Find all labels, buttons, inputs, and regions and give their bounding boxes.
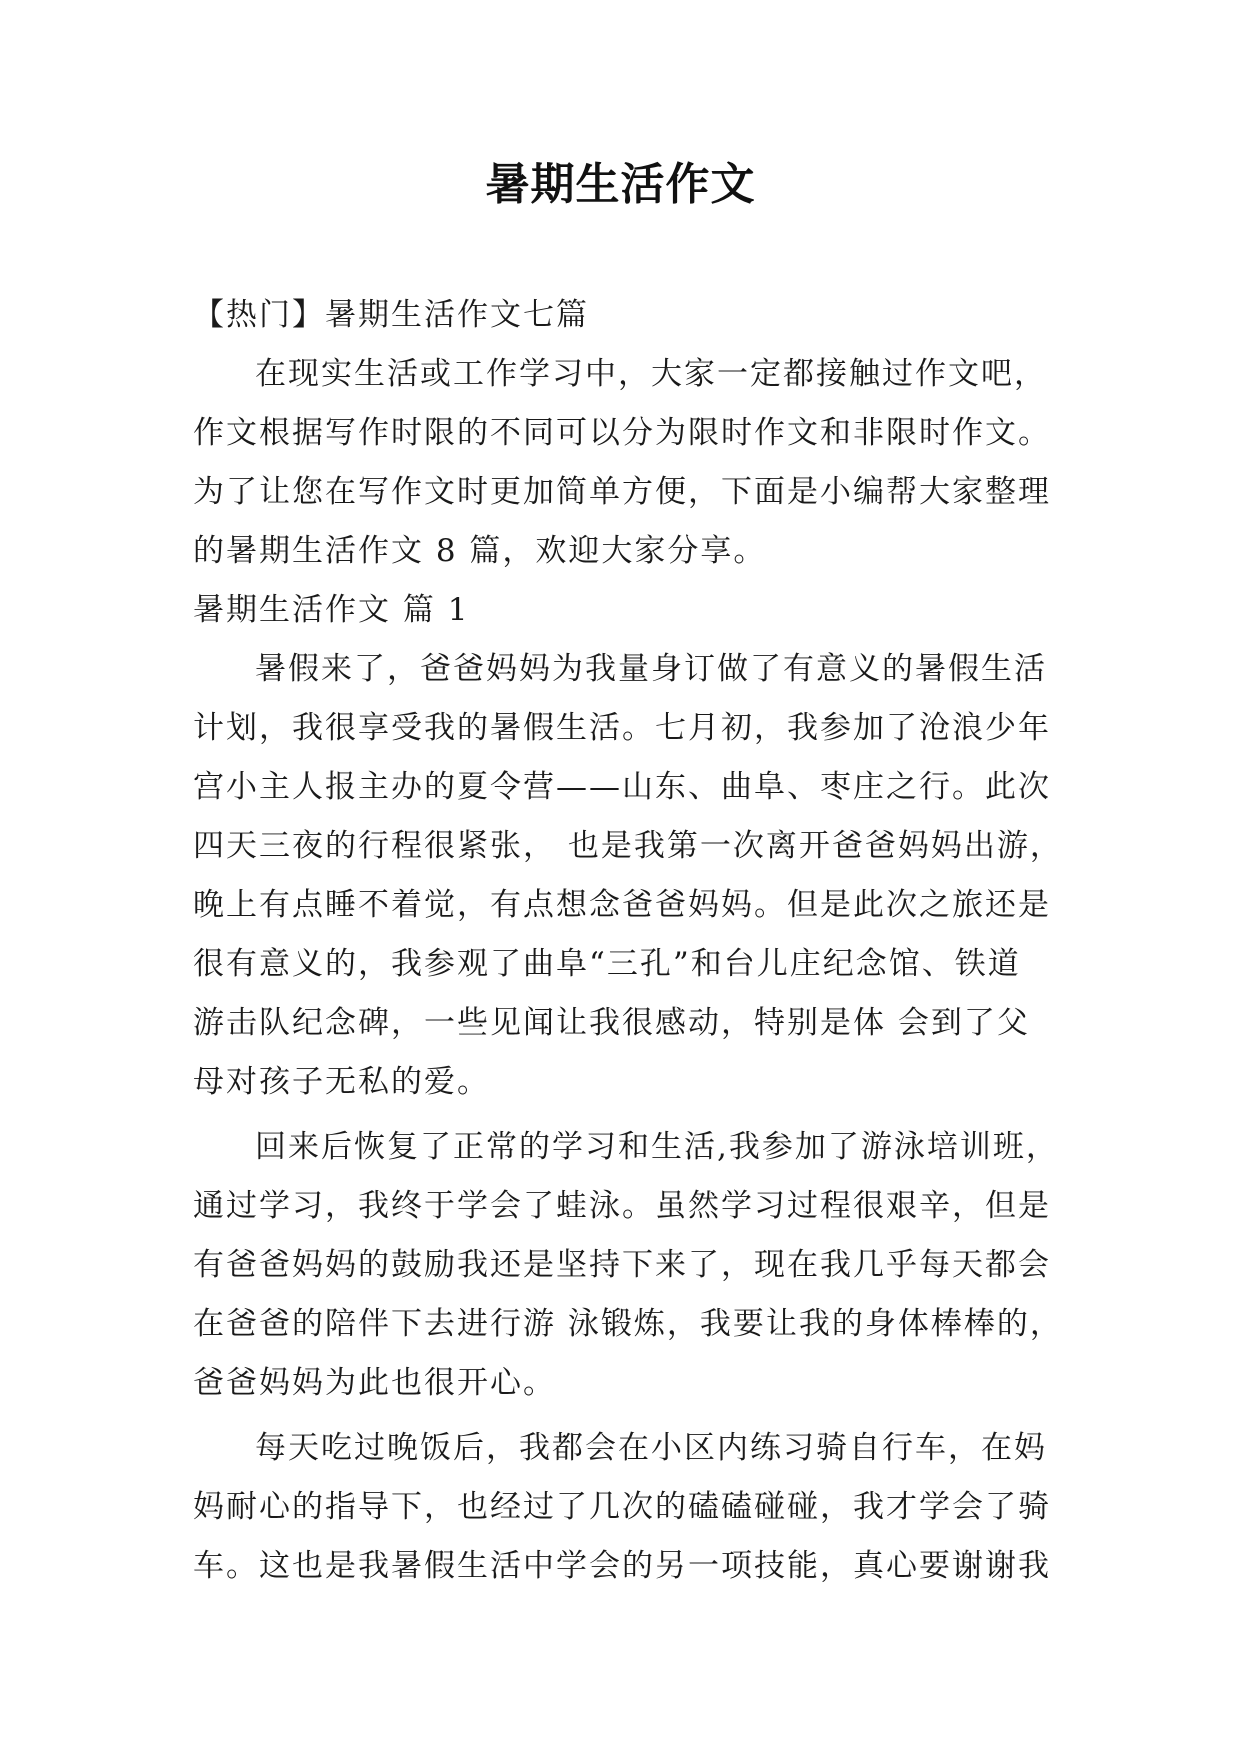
paragraph-line: 宫小主人报主办的夏令营——山东、曲阜、枣庄之行。此次	[193, 769, 1051, 805]
document-body	[193, 286, 1073, 1596]
paragraph-line: 有爸爸妈妈的鼓励我还是坚持下来了，现在我几乎每天都会	[193, 1247, 1051, 1283]
paragraph-line: 四天三夜的行程很紧张， 也是我第一次离开爸爸妈妈出游，	[193, 828, 1063, 864]
paragraph-line: 车。这也是我暑假生活中学会的另一项技能，真心要谢谢我	[193, 1548, 1051, 1584]
paragraph-line: 的暑期生活作文 8 篇，欢迎大家分享。	[193, 533, 767, 569]
paragraph-line: 在爸爸的陪伴下去进行游 泳锻炼，我要让我的身体棒棒的，	[193, 1306, 1063, 1342]
paragraph-line: 妈耐心的指导下，也经过了几次的磕磕碰碰，我才学会了骑	[193, 1489, 1051, 1525]
heading-line: 【热门】暑期生活作文七篇	[193, 297, 589, 333]
paragraph-line: 通过学习，我终于学会了蛙泳。虽然学习过程很艰辛，但是	[193, 1188, 1051, 1224]
paragraph-line: 作文根据写作时限的不同可以分为限时作文和非限时作文。	[193, 415, 1051, 451]
paragraph-1	[193, 640, 1073, 1112]
paragraph-line: 游击队纪念碑，一些见闻让我很感动，特别是体 会到了父	[193, 1005, 1030, 1041]
paragraph-line: 很有意义的，我参观了曲阜“三孔”和台儿庄纪念馆、铁道	[193, 946, 1021, 982]
document-title: 暑期生活作文	[485, 159, 756, 210]
paragraph-line: 在现实生活或工作学习中，大家一定都接触过作文吧，	[255, 356, 1047, 392]
paragraph-line: 晚上有点睡不着觉，有点想念爸爸妈妈。但是此次之旅还是	[193, 887, 1051, 923]
section-title: 暑期生活作文 篇 1	[193, 592, 470, 628]
paragraph-line: 每天吃过晚饭后，我都会在小区内练习骑自行车，在妈	[255, 1430, 1047, 1466]
paragraph-line: 母对孩子无私的爱。	[193, 1064, 490, 1100]
paragraph-line: 暑假来了，爸爸妈妈为我量身订做了有意义的暑假生活	[255, 651, 1047, 687]
paragraph-line: 爸爸妈妈为此也很开心。	[193, 1365, 556, 1401]
paragraph-line: 计划，我很享受我的暑假生活。七月初，我参加了沧浪少年	[193, 710, 1051, 746]
paragraph-2	[193, 1118, 1073, 1413]
paragraph-line: 回来后恢复了正常的学习和生活,我参加了游泳培训班，	[255, 1129, 1059, 1165]
paragraph-3	[193, 1419, 1073, 1596]
intro-paragraph	[193, 345, 1073, 581]
paragraph-line: 为了让您在写作文时更加简单方便，下面是小编帮大家整理	[193, 474, 1051, 510]
